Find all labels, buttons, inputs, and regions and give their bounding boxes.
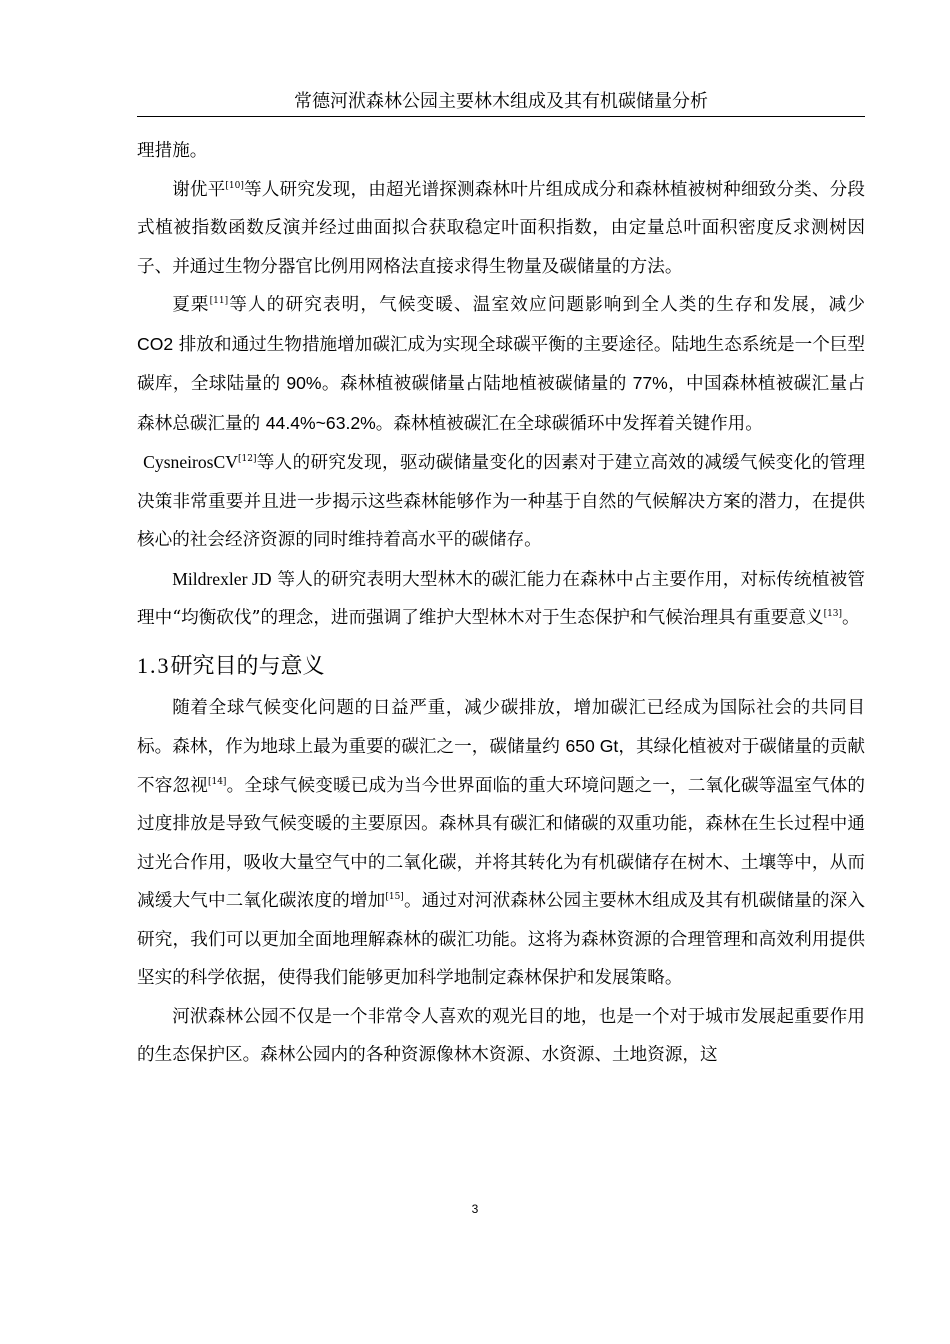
page-number: 3 bbox=[471, 1202, 479, 1216]
citation-ref: [12] bbox=[237, 454, 257, 464]
paragraph-purpose: 随着全球气候变化问题的日益严重，减少碳排放，增加碳汇已经成为国际社会的共同目标。森林，作为地球上最为重要的碳汇之一，碳储量约 650 Gt，其绿化植被对于碳储量的贡献不容忽视[14]。全球气候变暖已成为当今世界面临的重大环境问题之一，二氧化碳等温室气体的过度排放是导致气候变暖的主要原因。森林具有碳汇和储碳的双重功能，森林在生长过程中通过光合作用，吸收大量空气中的二氧化碳，并将其转化为有机碳储存在树木、土壤等中，从而减缓大气中二氧化碳浓度的增加[15]。通过对河洑森林公园主要林木组成及其有机碳储量的深入研究，我们可以更加全面地理解森林的碳汇功能。这将为森林资源的合理管理和高效利用提供坚实的科学依据，使得我们能够更加科学地制定森林保护和发展策略。 bbox=[137, 697, 865, 988]
citation-ref: [14] bbox=[207, 776, 227, 787]
paragraph-xia: 夏栗[11]等人的研究表明，气候变暖、温室效应问题影响到全人类的生存和发展，减少 CO2 排放和通过生物措施增加碳汇成为实现全球碳平衡的主要途径。陆地生态系统是一个巨型碳库，全球陆量的 90%。森林植被碳储量占陆地植被碳储量的 77%，中国森林植被碳汇量占森林总碳汇量的 44.4%~63.2%。森林植被碳汇在全球碳循环中发挥着关键作用。 bbox=[137, 295, 865, 434]
paragraph-mildrexler: Mildrexler JD 等人的研究表明大型林木的碳汇能力在森林中占主要作用，对标传统植被管理中“均衡砍伐”的理念，进而强调了维护大型林木对于生态保护和气候治理具有重要意义[13]。 bbox=[137, 568, 865, 628]
header-title: 常德河洑森林公园主要林木组成及其有机碳储量分析 bbox=[294, 91, 708, 112]
page-body bbox=[137, 132, 865, 1075]
section-title: 研究目的与意义 bbox=[170, 653, 325, 679]
citation-ref: [11] bbox=[209, 296, 229, 306]
citation-ref: [13] bbox=[823, 609, 843, 619]
paragraph-continuation: 理措施。 bbox=[137, 141, 208, 161]
citation-ref: [10] bbox=[225, 180, 244, 191]
running-header bbox=[137, 90, 865, 117]
citation-ref: [15] bbox=[385, 892, 404, 902]
paragraph-cysneiros: CysneirosCV[12]等人的研究发现，驱动碳储量变化的因素对于建立高效的减缓气候变化的管理决策非常重要并且进一步揭示这些森林能够作为一种基于自然的气候解决方案的潜力，在提供核心的社会经济资源的同时维持着高水平的碳储存。 bbox=[137, 452, 865, 550]
section-heading bbox=[137, 644, 865, 689]
paragraph-xie: 谢优平[10]等人研究发现，由超光谱探测森林叶片组成成分和森林植被树种细致分类、分段式植被指数函数反演并经过曲面拟合获取稳定叶面积指数，由定量总叶面积密度反求测树因子、并通过生物分器官比例用网格法直接求得生物量及碳储量的方法。 bbox=[137, 179, 865, 277]
paragraph-park: 河洑森林公园不仅是一个非常令人喜欢的观光目的地，也是一个对于城市发展起重要作用的生态保护区。森林公园内的各种资源像林木资源、水资源、土地资源，这 bbox=[137, 1006, 865, 1065]
section-number: 1.3 bbox=[137, 652, 171, 678]
